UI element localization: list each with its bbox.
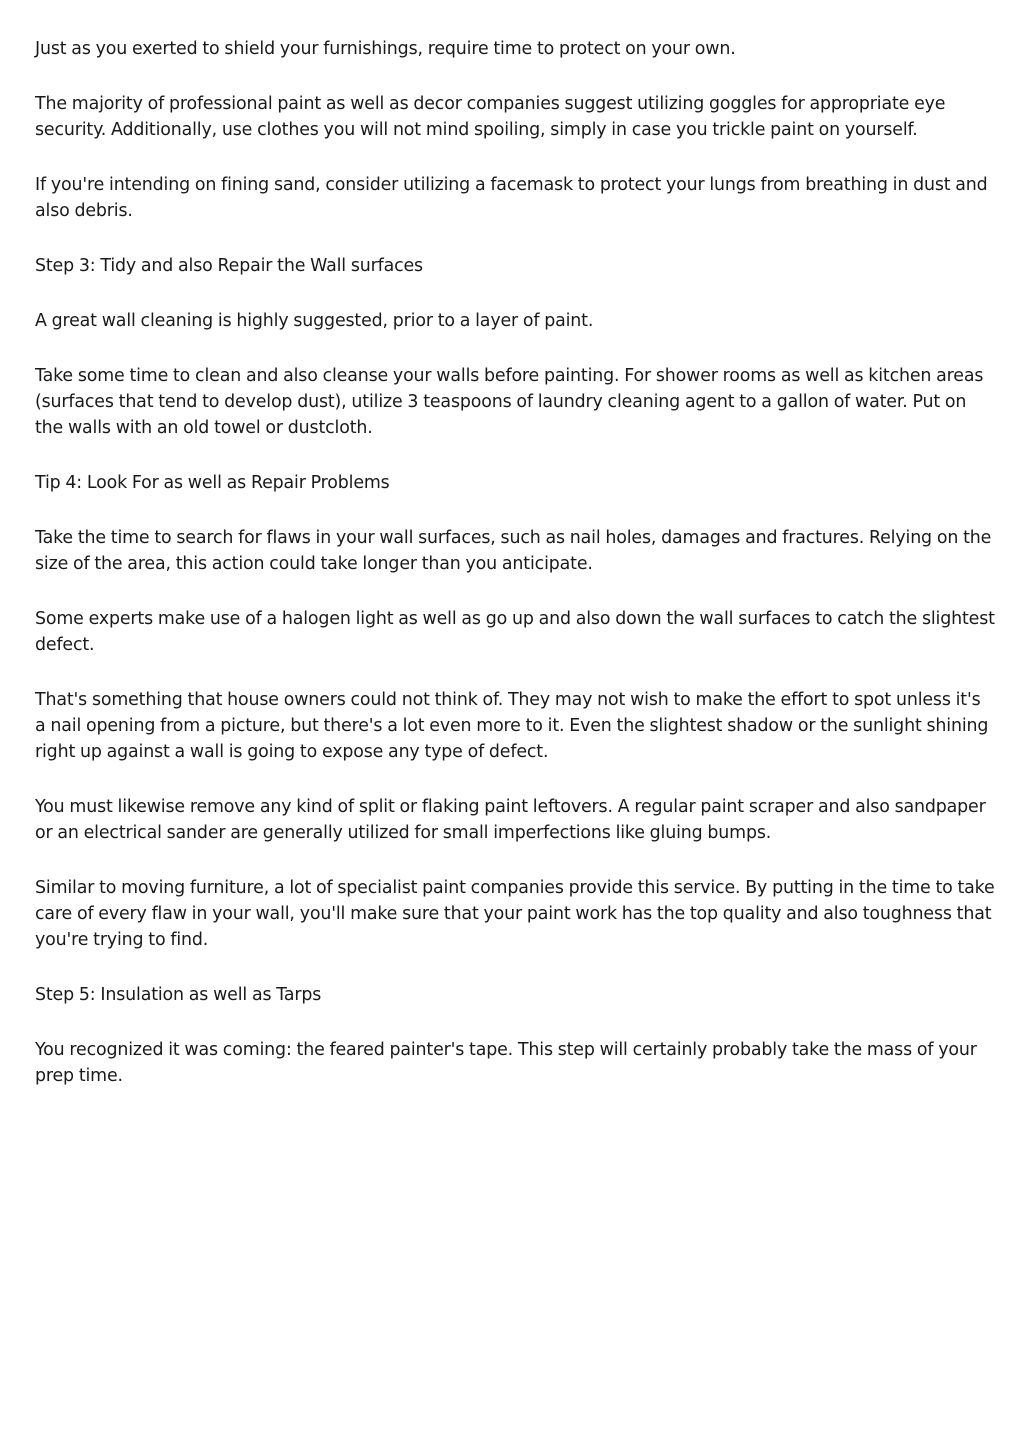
paragraph-halogen-light: Some experts make use of a halogen light as well as go up and also down the wall surfaces to catch the slightest defect. bbox=[35, 609, 995, 655]
paragraph-goggles: The majority of professional paint as well as decor companies suggest utilizing goggles for appropriate eye security. Additionally, use clothes you will not mind spoiling, simply in case you trickle paint on yourself. bbox=[35, 94, 946, 140]
paragraph-search-flaws: Take the time to search for flaws in your wall surfaces, such as nail holes, damages and fractures. Relying on the size of the area, this action could take longer than you anticipate. bbox=[35, 528, 992, 574]
paragraph-painters-tape: You recognized it was coming: the feared painter's tape. This step will certainly probably take the mass of your prep time. bbox=[35, 1040, 977, 1086]
paragraph-house-owners: That's something that house owners could not think of. They may not wish to make the effort to spot unless it's a nail opening from a picture, but there's a lot even more to it. Even the slightest shadow or the sunlight shining right up against a wall is going to expose any type of defect. bbox=[35, 690, 989, 762]
paragraph-remove-paint: You must likewise remove any kind of split or flaking paint leftovers. A regular paint scraper and also sandpaper or an electrical sander are generally utilized for small imperfections like gluing bumps. bbox=[35, 797, 986, 843]
paragraph-facemask: If you're intending on fining sand, consider utilizing a facemask to protect your lungs from breathing in dust and also debris. bbox=[35, 175, 988, 221]
document-body bbox=[35, 36, 995, 1118]
heading-tip-4: Tip 4: Look For as well as Repair Problems bbox=[35, 473, 390, 493]
paragraph-protect-yourself: Just as you exerted to shield your furnishings, require time to protect on your own. bbox=[35, 39, 736, 59]
paragraph-cleanse-walls: Take some time to clean and also cleanse your walls before painting. For shower rooms as well as kitchen areas (surfaces that tend to develop dust), utilize 3 teaspoons of laundry cleaning agent to a gallon of water. Put on the walls with an old towel or dustcloth. bbox=[35, 366, 984, 438]
heading-step-5: Step 5: Insulation as well as Tarps bbox=[35, 985, 322, 1005]
paragraph-specialist-companies: Similar to moving furniture, a lot of specialist paint companies provide this service. By putting in the time to take care of every flaw in your wall, you'll make sure that your paint work has the top quality and also toughness that you're trying to find. bbox=[35, 878, 995, 950]
heading-step-3: Step 3: Tidy and also Repair the Wall surfaces bbox=[35, 256, 423, 276]
paragraph-wall-cleaning: A great wall cleaning is highly suggested, prior to a layer of paint. bbox=[35, 311, 594, 331]
